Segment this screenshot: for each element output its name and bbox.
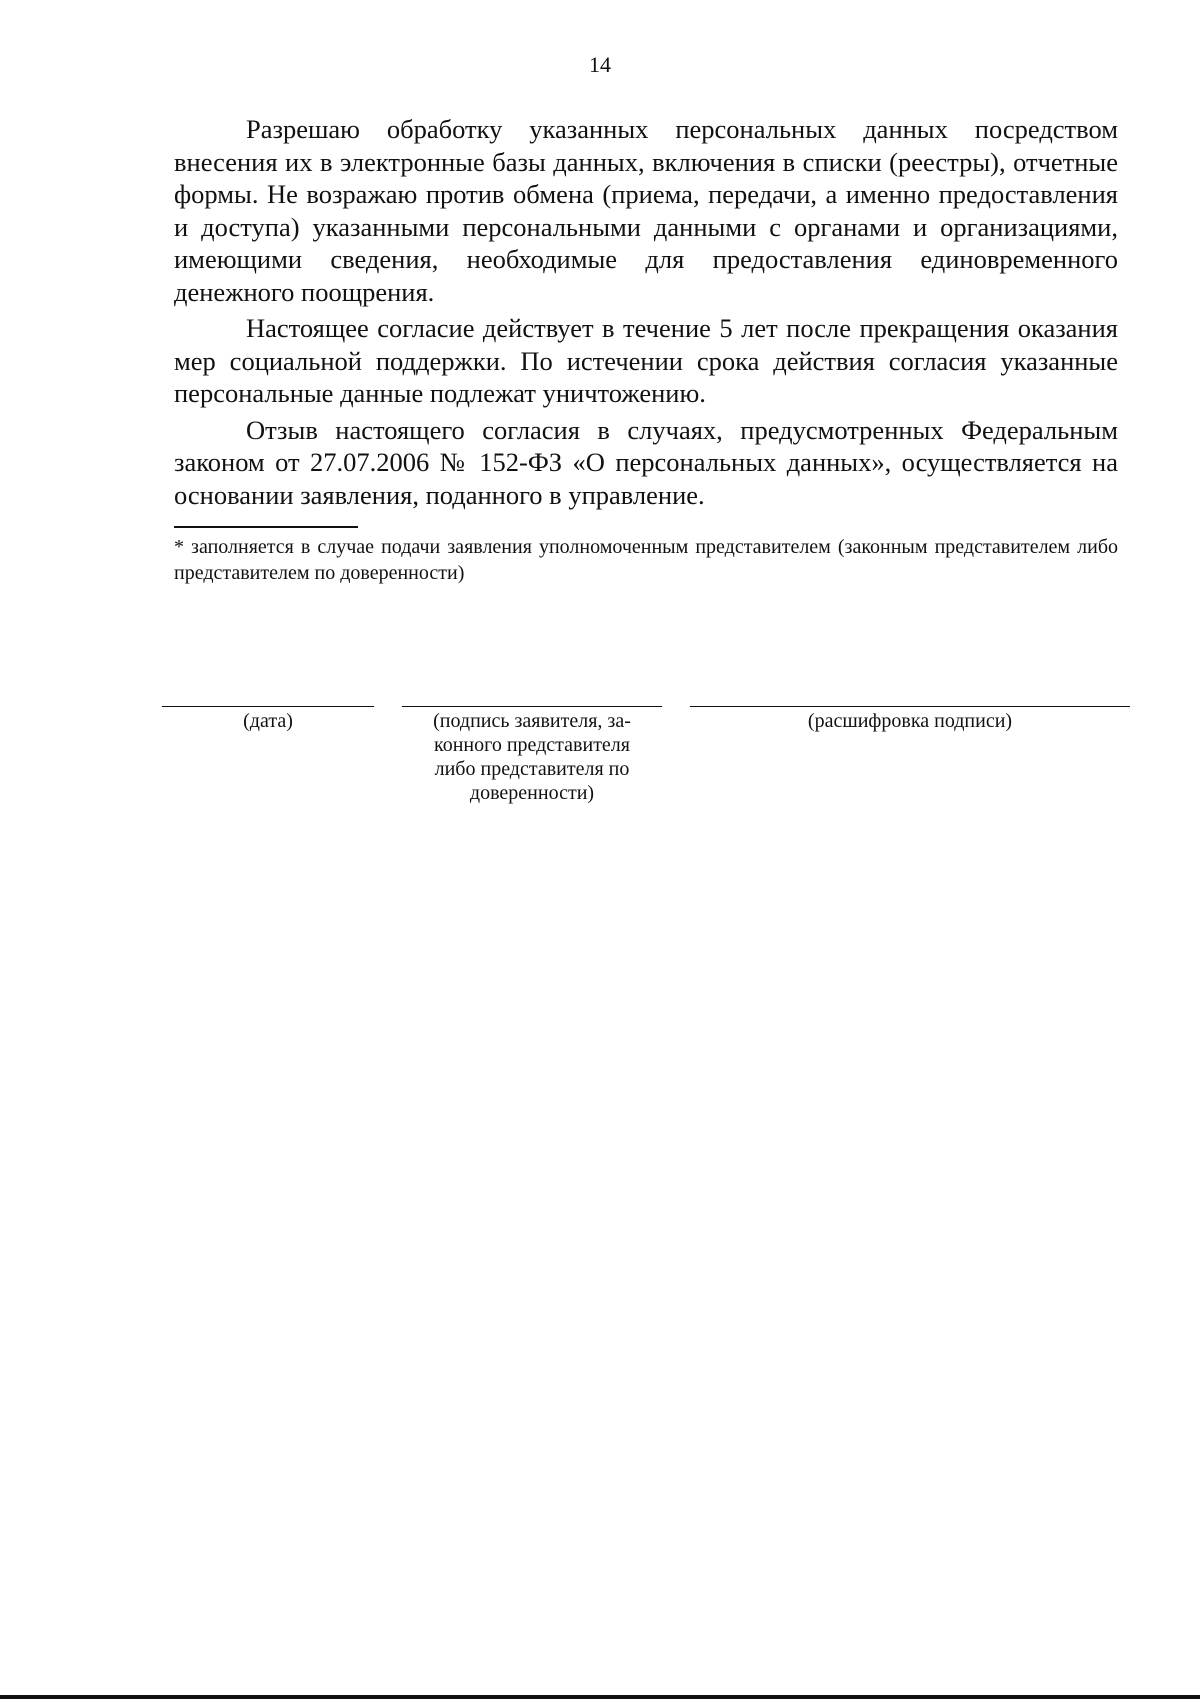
footnote-divider xyxy=(174,526,358,528)
signature-line xyxy=(402,706,662,707)
bottom-border xyxy=(0,1695,1200,1699)
signature-decoding-caption: (расшифровка подписи) xyxy=(807,710,1013,732)
page-number: 14 xyxy=(589,52,611,77)
signature-caption: (подпись заявителя, законного представителя либо представителя по доверенности) xyxy=(433,710,631,804)
paragraph-revocation: Отзыв настоящего согласия в случаях, предусмотренных Федеральным законом от 27.07.2006 № 152-ФЗ «О персональных данных», осуществляется на основании заявления, поданного в управление. xyxy=(174,414,1118,510)
consent-body xyxy=(174,113,1118,515)
signature-decoding-line xyxy=(690,706,1130,707)
paragraph-validity-period: Настоящее согласие действует в течение 5 лет после прекращения оказания мер социальной поддержки. По истечении срока действия согласия указанные персональные данные подлежат уничтожению. xyxy=(174,313,1118,408)
footnote: * заполняется в случае подачи заявления уполномоченным представителем (законным представителем либо представителем по доверенности) xyxy=(174,536,1118,584)
date-caption: (дата) xyxy=(243,710,293,732)
paragraph-processing-consent: Разрешаю обработку указанных персональных данных посредством внесения их в электронные базы данных, включения в списки (реестры), отчетные формы. Не возражаю против обмена (приема, передачи, а именно предоставления и доступа) указанными персональными данными с органами и организациями, имеющими сведения, необходимые для предоставления единовременного денежного поощрения. xyxy=(174,114,1118,307)
date-line xyxy=(162,706,374,707)
